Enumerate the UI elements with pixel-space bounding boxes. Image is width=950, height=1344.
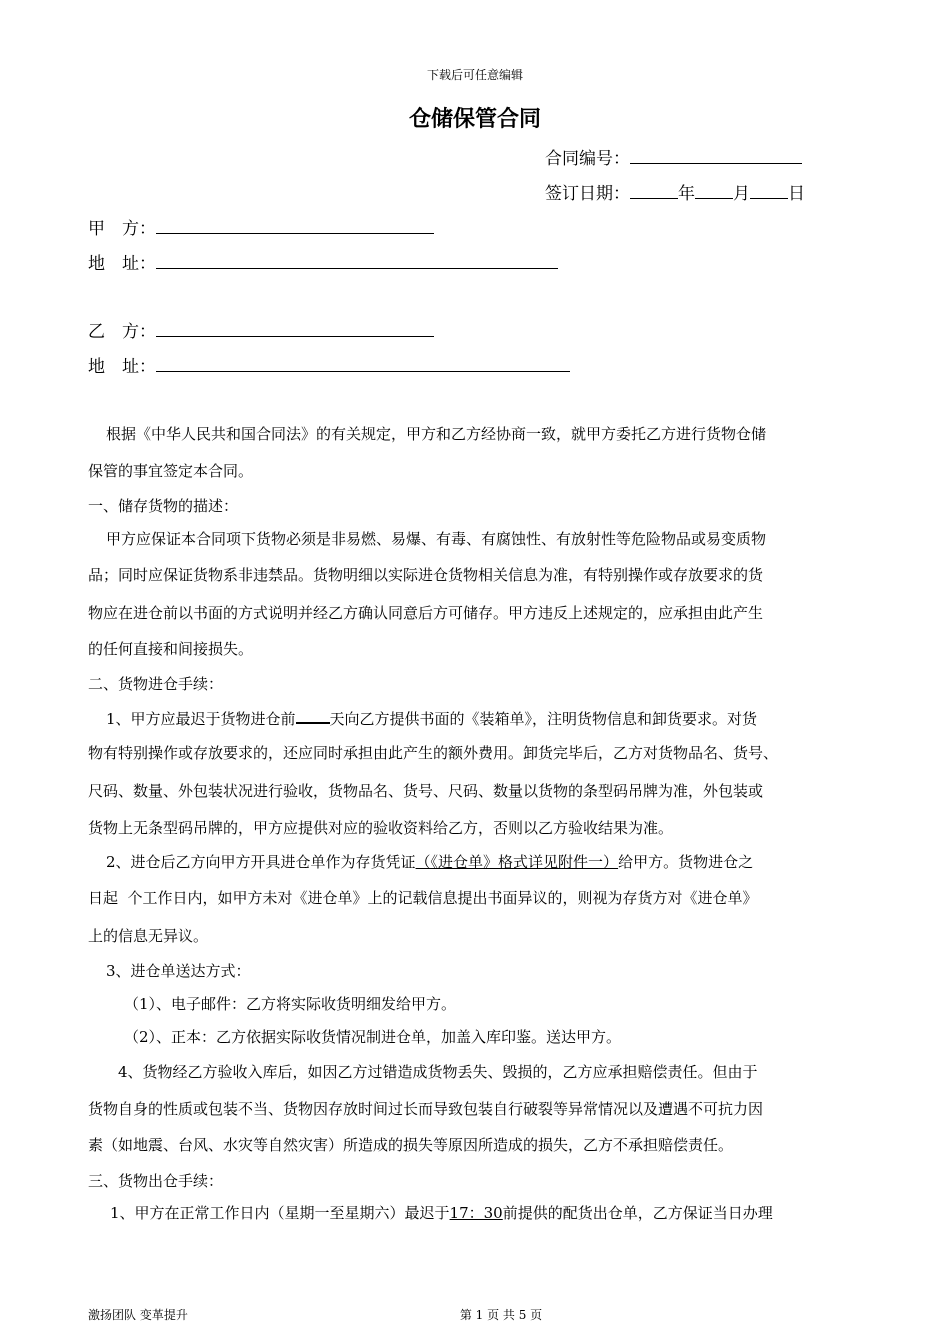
day-blank bbox=[750, 180, 788, 199]
section-2-item-4-line-2: 货物自身的性质或包装不当、货物因存放时间过长而导致包装自行破裂等异常情况以及遭遇不可抗力因 bbox=[88, 1100, 764, 1118]
contract-number-label: 合同编号： bbox=[545, 149, 630, 169]
section-2-item-2-line-2: 日起 个工作日内，如甲方未对《进仓单》上的记载信息提出书面异议的，则视为存货方对《进仓单》 bbox=[88, 889, 758, 907]
section-1-line-2: 品；同时应保证货物系非违禁品。货物明细以实际进仓货物相关信息为准，有特别操作或存放要求的货 bbox=[88, 566, 764, 584]
section-3-title: 三、货物出仓手续： bbox=[88, 1172, 224, 1190]
sign-date-line bbox=[545, 179, 805, 204]
party-a-address-line bbox=[88, 249, 558, 274]
s2p2-text-a: 2、进仓后乙方向甲方开具进仓单作为存货凭证 bbox=[106, 853, 416, 871]
month-blank bbox=[695, 180, 733, 199]
s3p1-time: 17：30 bbox=[449, 1204, 503, 1222]
s2p1-text-b: 天向乙方提供书面的《装箱单》，注明货物信息和卸货要求。对货 bbox=[329, 710, 758, 728]
section-2-item-1-line-1 bbox=[106, 708, 757, 729]
s2p2-underlined: （《进仓单》格式详见附件一） bbox=[415, 853, 619, 871]
year-blank bbox=[630, 180, 678, 199]
party-a-name-label: 甲 方： bbox=[88, 219, 156, 239]
contract-number-blank bbox=[630, 145, 802, 164]
section-1-title: 一、储存货物的描述： bbox=[88, 497, 239, 515]
section-2-item-1-line-4: 货物上无条型码吊牌的，甲方应提供对应的验收资料给乙方，否则以乙方验收结果为准。 bbox=[88, 819, 674, 837]
party-a-address-blank bbox=[156, 250, 558, 269]
party-b-name-blank bbox=[156, 318, 434, 337]
party-b-address-line bbox=[88, 352, 570, 377]
section-3-item-1-line-1 bbox=[110, 1203, 773, 1223]
s2p2-text-b: 给甲方。货物进仓之 bbox=[618, 853, 754, 871]
contract-number-line bbox=[545, 144, 802, 169]
section-1-line-4: 的任何直接和间接损失。 bbox=[88, 640, 254, 658]
s3p1-text-a: 1、甲方在正常工作日内（星期一至星期六）最迟于 bbox=[110, 1204, 450, 1222]
section-2-item-4-line-3: 素（如地震、台风、水灾等自然灾害）所造成的损失等原因所造成的损失，乙方不承担赔偿责任。 bbox=[88, 1136, 734, 1154]
section-2-item-1-line-2: 物有特别操作或存放要求的，还应同时承担由此产生的额外费用。卸货完毕后，乙方对货物品名、货号、 bbox=[88, 744, 779, 762]
section-1-line-3: 物应在进仓前以书面的方式说明并经乙方确认同意后方可储存。甲方违反上述规定的，应承担由此产生 bbox=[88, 604, 764, 622]
section-1-line-1: 甲方应保证本合同项下货物必须是非易燃、易爆、有毒、有腐蚀性、有放射性等危险物品或易变质物 bbox=[106, 530, 767, 548]
header-note: 下载后可任意编辑 bbox=[426, 68, 523, 82]
party-b-name-label: 乙 方： bbox=[88, 322, 156, 342]
s2p1-text-a: 1、甲方应最迟于货物进仓前 bbox=[106, 710, 296, 728]
party-b-name-line bbox=[88, 317, 434, 342]
year-label: 年 bbox=[678, 184, 695, 204]
sign-date-label: 签订日期： bbox=[545, 184, 630, 204]
section-2-item-1-line-3: 尺码、数量、外包装状况进行验收，货物品名、货号、尺码、数量以货物的条型码吊牌为准，外包装或 bbox=[88, 782, 764, 800]
document-title: 仓储保管合同 bbox=[408, 107, 541, 132]
footer-left: 激扬团队 变革提升 bbox=[88, 1308, 188, 1322]
month-label: 月 bbox=[733, 184, 750, 204]
s3p1-text-b: 前提供的配货出仓单，乙方保证当日办理 bbox=[502, 1204, 773, 1222]
section-2-item-4-line-1: 4、货物经乙方验收入库后，如因乙方过错造成货物丢失、毁损的，乙方应承担赔偿责任。但由于 bbox=[118, 1063, 758, 1081]
intro-line-2: 保管的事宜签定本合同。 bbox=[88, 462, 254, 480]
party-a-address-label: 地 址： bbox=[88, 254, 156, 274]
party-b-address-blank bbox=[156, 353, 570, 372]
section-2-item-3-sub-1: （1）、电子邮件：乙方将实际收货明细发给甲方。 bbox=[124, 995, 457, 1013]
day-label: 日 bbox=[788, 184, 805, 204]
party-b-address-label: 地 址： bbox=[88, 357, 156, 377]
section-2-title: 二、货物进仓手续： bbox=[88, 675, 224, 693]
intro-line-1: 根据《中华人民共和国合同法》的有关规定，甲方和乙方经协商一致，就甲方委托乙方进行货物仓储 bbox=[106, 425, 767, 443]
footer-page-number: 第 1 页 共 5 页 bbox=[459, 1308, 543, 1322]
section-2-item-2-line-1 bbox=[106, 852, 753, 872]
section-2-item-3-sub-2: （2）、正本：乙方依据实际收货情况制进仓单，加盖入库印鉴。送达甲方。 bbox=[124, 1028, 622, 1046]
party-a-name-blank bbox=[156, 215, 434, 234]
section-2-item-3: 3、进仓单送达方式： bbox=[106, 962, 251, 980]
section-2-item-2-line-3: 上的信息无异议。 bbox=[88, 927, 209, 945]
party-a-name-line bbox=[88, 214, 434, 239]
days-blank bbox=[296, 708, 330, 724]
